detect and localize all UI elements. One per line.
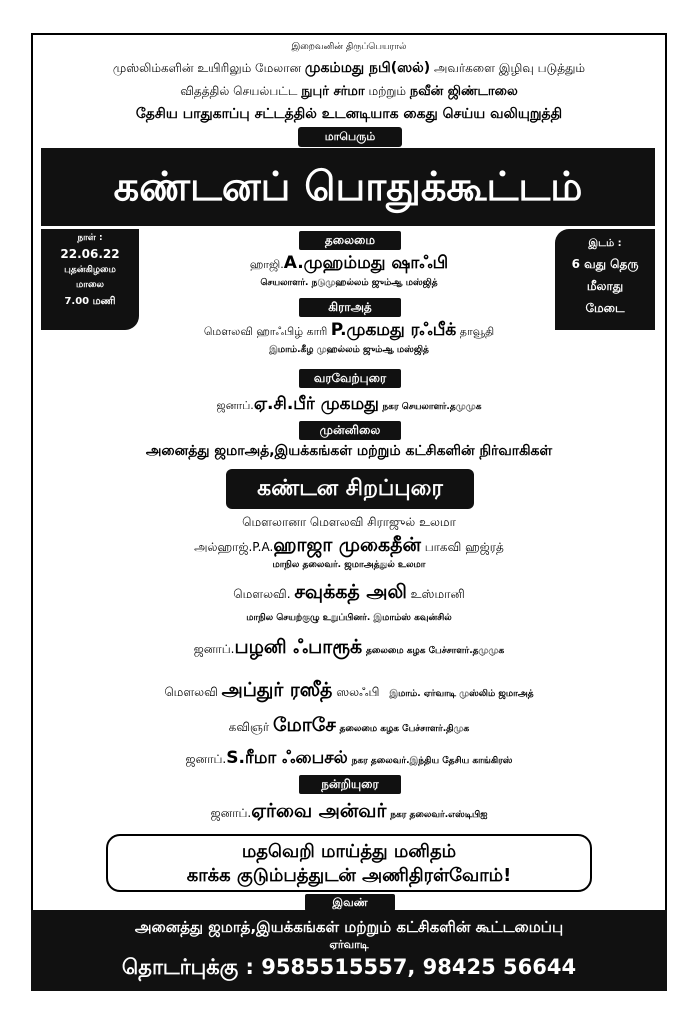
slogan-line-2: காக்க குடும்பத்துடன் அணிதிரள்வோம்! — [186, 865, 512, 886]
event-session: மாலை — [76, 280, 104, 290]
speaker-4-line — [31, 636, 667, 661]
thanks-line — [31, 800, 667, 825]
speaker-1-line: மௌலானா மௌலவி சிராஜுல் உலமா — [242, 515, 456, 529]
header-line-1-pre: முஸ்லிம்களின் உயிரிலும் மேலான — [112, 61, 302, 75]
venue-place: மீலாது — [586, 279, 624, 293]
invocation-text: இறைவனின் திருப்பெயரால் — [291, 42, 407, 52]
event-time: 7.00 மணி — [64, 296, 116, 307]
speaker-2-name: ஹாஜா முகைதீன் — [273, 534, 421, 556]
lead-text: அனைத்து ஜமாஅத்,இயக்கங்கள் மற்றும் கட்சிகளின் நிர்வாகிகள் — [145, 443, 553, 459]
speaker-5-line — [31, 679, 667, 704]
date-label: நாள் : — [77, 233, 103, 243]
speaker-6-line — [31, 714, 667, 739]
speaker-5-prefix: மௌலவி — [164, 685, 218, 699]
presidency-label: தலைமை — [299, 231, 401, 250]
speaker-5-name: அப்துர் ரஸீத் — [221, 679, 333, 701]
speaker-6-suffix: தலைமை கழக பேச்சாளர்.திமுக — [339, 724, 470, 734]
speaker-4-name: பழனி ஃபாரூக் — [234, 636, 363, 658]
speaker-2-role: மாநில தலைவர். ஜமாஅத்துல் உலமா — [272, 560, 426, 570]
speaker-5-role: இமாம். ஏர்வாடி முஸ்லிம் ஜமாஅத் — [389, 689, 534, 699]
presidency-line — [31, 253, 667, 275]
header-line-1-post: அவர்களை இழிவு படுத்தும் — [434, 61, 586, 75]
speaker-3-name: சவுக்கத் அலி — [294, 581, 407, 603]
organizer-town: ஏர்வாடி — [329, 938, 369, 951]
qirath-line — [31, 320, 667, 342]
lead-label: முன்னிலை — [299, 421, 401, 440]
header-line-2-mid: மற்றும் — [368, 84, 407, 98]
qirath-prefix: மௌலவி ஹாஃபிழ் காரி — [203, 325, 328, 338]
by-label: இவண் — [305, 894, 395, 911]
header-line-1 — [31, 60, 667, 78]
welcome-label: வரவேற்புரை — [299, 369, 401, 388]
speaker-6-prefix: கவிஞர் — [228, 720, 270, 734]
demand-line: தேசிய பாதுகாப்பு சட்டத்தில் உடனடியாக கைது செய்ய வலியுறுத்தி — [135, 106, 563, 122]
speaker-3-prefix: மௌலவி. — [233, 587, 291, 601]
venue-street: 6 வது தெரு — [571, 257, 639, 271]
prophet-name: முகம்மது நபி(ஸல்) — [304, 60, 431, 76]
qirath-role: இமாம்.கீழ முஹல்லம் ஜும்ஆ மஸ்ஜித் — [269, 345, 429, 355]
welcome-prefix: ஜனாப். — [216, 399, 254, 412]
welcome-line — [31, 394, 667, 416]
welcome-role: நகர செயலாளர்.தமுமுக — [382, 402, 482, 412]
speaker-7-name: S.ரீமா ஃபைசல் — [226, 748, 348, 768]
thanks-name: ஏர்வை அன்வர் — [251, 800, 387, 822]
welcome-name: ஏ.சி.பீர் முகமது — [253, 394, 379, 414]
event-day: புதன்கிழமை — [64, 265, 116, 275]
grand-label: மாபெரும் — [298, 127, 402, 147]
event-date: 22.06.22 — [60, 247, 120, 261]
speaker-5-suffix: ஸலஃபி — [336, 685, 380, 699]
accused-name-2: நவீன் ஜிண்டாலை — [409, 84, 518, 99]
thanks-prefix: ஜனாப். — [210, 806, 252, 820]
thanks-suffix: நகர தலைவர்.எஸ்டிபிஐ — [390, 810, 488, 820]
special-address-label: கண்டன சிறப்புரை — [226, 469, 474, 509]
header-line-2 — [31, 84, 667, 100]
accused-name-1: நுபுர் சர்மா — [301, 84, 365, 99]
speaker-3-suffix: உஸ்மானி — [410, 587, 465, 601]
footer-bar — [31, 910, 667, 991]
speaker-2-prefix: அல்ஹாஜ்.P.A. — [194, 540, 274, 554]
speaker-4-suffix: தலைமை கழக பேச்சாளர்.தமுமுக — [365, 646, 505, 656]
presidency-name: A.முஹம்மது ஷாஃபி — [283, 253, 449, 273]
presidency-prefix: ஹாஜி. — [249, 258, 284, 271]
speaker-3-line — [31, 581, 667, 606]
venue-stage: மேடை — [585, 301, 625, 315]
thanks-label: நன்றியுரை — [299, 775, 401, 794]
speaker-7-line — [31, 748, 667, 770]
speaker-7-prefix: ஜனாப். — [185, 752, 227, 766]
slogan-box — [106, 834, 592, 892]
speaker-6-name: மோசே — [273, 714, 336, 736]
contact-numbers: தொடர்புக்கு : 9585515557, 98425 56644 — [121, 955, 577, 979]
qirath-name: P.முகமது ரஃபீக் — [330, 320, 457, 340]
qirath-label: கிராஅத் — [299, 298, 401, 317]
speaker-4-prefix: ஜனாப். — [193, 642, 235, 656]
presidency-role: செயலாளர். நடுமுஹல்லம் ஜும்ஆ மஸ்ஜித் — [260, 278, 438, 288]
speaker-3-role: மாநில செயற்குழு உறுப்பினர். இமாம்ஸ் கவுன்சில் — [246, 613, 452, 623]
header-line-2-pre: விதத்தில் செயல்பட்ட — [180, 84, 298, 98]
event-title: கண்டனப் பொதுக்கூட்டம் — [41, 148, 655, 226]
venue-label: இடம் : — [588, 238, 622, 249]
slogan-line-1: மதவெறி மாய்த்து மனிதம் — [241, 841, 457, 862]
qirath-suffix: தாவூதி — [459, 325, 495, 338]
speaker-7-suffix: நகர தலைவர்.இந்திய தேசிய காங்கிரஸ் — [351, 756, 513, 766]
organizer-name: அனைத்து ஜமாத்,இயக்கங்கள் மற்றும் கட்சிகளின் கூட்டமைப்பு — [134, 918, 564, 936]
speaker-2-line — [31, 534, 667, 559]
speaker-2-suffix: பாகவி ஹஜ்ரத் — [424, 540, 504, 554]
